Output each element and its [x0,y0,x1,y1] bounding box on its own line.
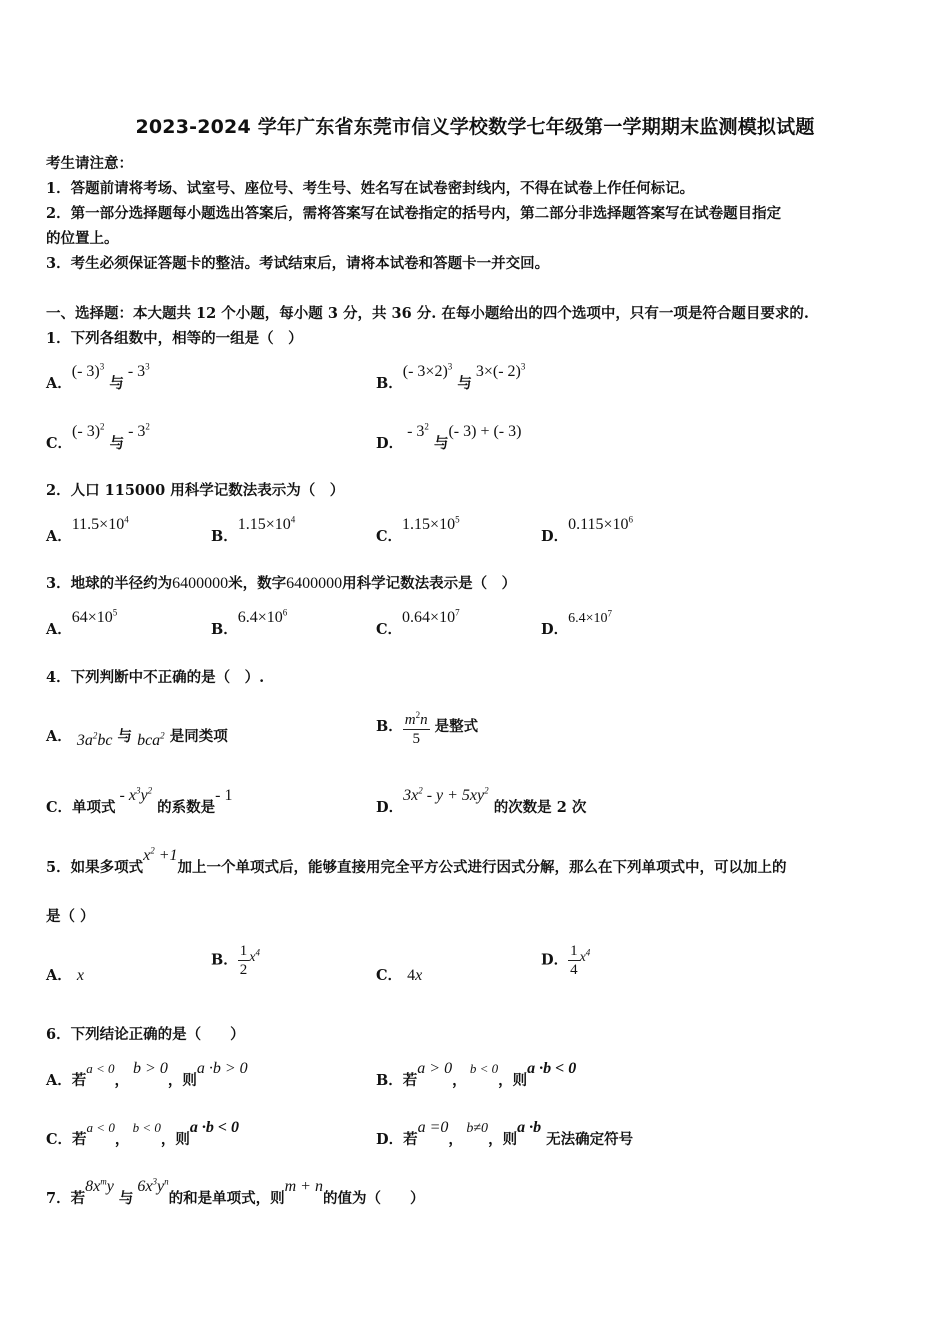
q3-option-a: A．$64\times 10^5$ [46,607,118,638]
q2-option-d: D．$0.115\times 10^6$ [541,514,634,545]
q2-option-a: A．$11.5\times 10^4$ [46,514,129,545]
question-6-stem: 6．下列结论正确的是（ ） [46,1026,245,1043]
q4-option-d: D．$3x^2 - y + 5xy^2$ 的次数是 2 次 [376,785,587,816]
q6-option-c: C．若a < 0， b < 0，则a ·b < 0 [46,1119,239,1148]
question-5-stem: 5．如果多项式$x^2 +1$加上一个单项式后，能够直接用完全平方公式进行因式分解，那么在下列单项式中，可以加上的 [46,845,787,876]
question-3-stem: 3．地球的半径约为6400000米，数字6400000用科学记数法表示是（ ） [46,575,517,592]
notice-heading: 考生请注意： [46,155,133,172]
q5-option-d: D． $\frac{1}{4}$ $x^4$ [541,943,591,978]
q2-option-b: B．$1.15\times 10^4$ [211,514,296,545]
section-heading: 一、选择题：本大题共 12 个小题，每小题 3 分，共 36 分. 在每小题给出的四个选项中，只有一项是符合题目要求的. [46,305,809,322]
page-title: 2023-2024 学年广东省东莞市信义学校数学七年级第一学期期末监测模拟试题 [135,116,815,138]
q4-option-a: A． $3a^2bc$ 与 bca$^2$ 是同类项 [46,728,228,749]
q4-option-b: B． $\frac{m^2n}{5}$ 是整式 [376,706,478,748]
question-7-stem: 7．若$8x^my$ 与 $6x^3y^n$的和是单项式，则m + n的值为（ ） [46,1176,425,1207]
q2-option-c: C．$1.15\times 10^5$ [376,514,460,545]
question-4-stem: 4．下列判断中不正确的是（ ）. [46,669,265,686]
question-5-stem-cont: 是（ ） [46,908,95,925]
q3-option-c: C．$0.64\times 10^7$ [376,607,460,638]
q6-option-d: D．若a =0， b≠0，则a ·b 无法确定符号 [376,1119,634,1148]
question-2-stem: 2．人口 115000 用科学记数法表示为（ ） [46,482,345,499]
notice-item-2a: 2．第一部分选择题每小题选出答案后，需将答案写在试卷指定的括号内，第二部分非选择题答案写在试卷题目指定 [46,205,782,222]
notice-item-2b: 的位置上。 [46,230,119,247]
q6-option-b: B．若a > 0， b < 0，则a ·b < 0 [376,1060,577,1089]
q1-option-b: B．(- 3×2)$^3$ 与 3×(- 2)$^3$ [376,361,526,392]
q1-option-a: A．(- 3)$^3$ 与 - $3^3$ [46,361,150,392]
q5-option-c: C． 4x [376,967,423,984]
q5-option-b: B． $\frac{1}{2}$ $x^4$ [211,943,260,978]
notice-item-3: 3．考生必须保证答题卡的整洁。考试结束后，请将本试卷和答题卡一并交回。 [46,255,550,272]
q5-option-a: A． x [46,967,84,984]
q4-option-c: C．单项式 - $x^3y^2$ 的系数是- 1 [46,785,233,816]
question-1-stem: 1．下列各组数中，相等的一组是（ ） [46,330,303,347]
q3-option-b: B．$6.4\times 10^6$ [211,607,288,638]
q1-option-c: C．(- 3)$^2$ 与 - $3^2$ [46,421,150,452]
q6-option-a: A．若a < 0， b > 0，则a ·b > 0 [46,1060,248,1089]
notice-item-1: 1．答题前请将考场、试室号、座位号、考生号、姓名写在试卷密封线内，不得在试卷上作任何标记。 [46,180,695,197]
q3-option-d: D．$6.4\times 10^7$ [541,608,612,638]
q1-option-d: D． - $3^2$ 与(- 3) + (- 3) [376,421,522,452]
